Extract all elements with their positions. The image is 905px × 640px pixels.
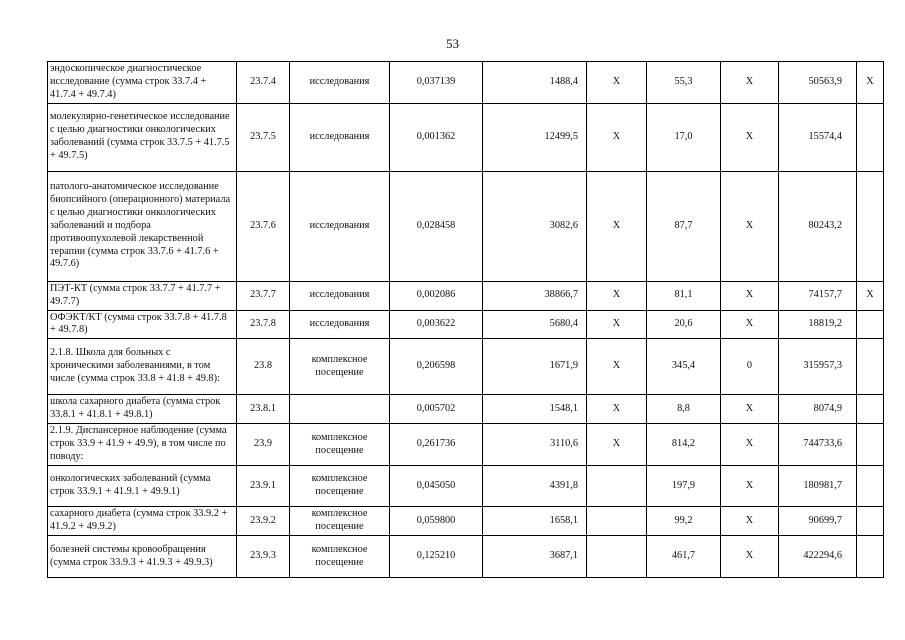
cell-col-8: X [721, 171, 779, 281]
cell-col-8: X [721, 507, 779, 536]
cell-col-6: X [587, 395, 647, 424]
cell-row-number: 23.7.5 [237, 103, 290, 171]
cell-col-8: X [721, 310, 779, 339]
table-row [48, 310, 884, 339]
cell-col-10 [857, 395, 884, 424]
cell-volume-norm: 0,005702 [390, 395, 483, 424]
cell-cost-norm: 1488,4 [483, 62, 587, 104]
cell-col-10 [857, 466, 884, 507]
cell-indicator-name: 2.1.9. Диспансерное наблюдение (сумма строк 33.9 + 41.9 + 49.9), в том числе по поводу: [48, 424, 237, 466]
data-table [47, 61, 884, 578]
cell-row-number: 23.7.7 [237, 281, 290, 310]
cell-col-10 [857, 536, 884, 578]
cell-col-6: X [587, 310, 647, 339]
cell-col-6 [587, 536, 647, 578]
cell-cost-norm: 3110,6 [483, 424, 587, 466]
cell-total-cost: 18819,2 [779, 310, 857, 339]
cell-unit: исследования [290, 103, 390, 171]
cell-indicator-name: патолого-анатомическое исследование биопсийного (операционного) материала с целью диагностики онкологических заболеваний и подбора противоопухолевой лекарственной терапии (сумма строк 33.7.6 + 41.7.6 + 49.7.6) [48, 171, 237, 281]
cell-total-cost: 74157,7 [779, 281, 857, 310]
cell-cost-norm: 1671,9 [483, 339, 587, 395]
cell-col-8: 0 [721, 339, 779, 395]
cell-per-capita: 87,7 [647, 171, 721, 281]
cell-volume-norm: 0,001362 [390, 103, 483, 171]
table-row [48, 507, 884, 536]
table-row [48, 171, 884, 281]
cell-per-capita: 197,9 [647, 466, 721, 507]
cell-indicator-name: ОФЭКТ/КТ (сумма строк 33.7.8 + 41.7.8 + 49.7.8) [48, 310, 237, 339]
table-row [48, 339, 884, 395]
table-row [48, 103, 884, 171]
cell-unit: комплексное посещение [290, 507, 390, 536]
cell-col-6 [587, 507, 647, 536]
cell-cost-norm: 12499,5 [483, 103, 587, 171]
cell-indicator-name: сахарного диабета (сумма строк 33.9.2 + 41.9.2 + 49.9.2) [48, 507, 237, 536]
cell-unit: исследования [290, 310, 390, 339]
cell-col-10 [857, 339, 884, 395]
page-number: 53 [446, 36, 459, 51]
cell-cost-norm: 1658,1 [483, 507, 587, 536]
cell-cost-norm: 4391,8 [483, 466, 587, 507]
cell-total-cost: 15574,4 [779, 103, 857, 171]
cell-row-number: 23.8.1 [237, 395, 290, 424]
cell-row-number: 23.7.8 [237, 310, 290, 339]
cell-indicator-name: болезней системы кровообращения (сумма строк 33.9.3 + 41.9.3 + 49.9.3) [48, 536, 237, 578]
cell-cost-norm: 1548,1 [483, 395, 587, 424]
cell-unit [290, 395, 390, 424]
cell-col-10: X [857, 281, 884, 310]
cell-unit: комплексное посещение [290, 466, 390, 507]
cell-cost-norm: 38866,7 [483, 281, 587, 310]
cell-total-cost: 80243,2 [779, 171, 857, 281]
cell-total-cost: 90699,7 [779, 507, 857, 536]
cell-volume-norm: 0,125210 [390, 536, 483, 578]
cell-per-capita: 81,1 [647, 281, 721, 310]
cell-row-number: 23.7.6 [237, 171, 290, 281]
cell-indicator-name: молекулярно-генетическое исследование с целью диагностики онкологических заболеваний (сумма строк 33.7.5 + 41.7.5 + 49.7.5) [48, 103, 237, 171]
table-row [48, 536, 884, 578]
cell-col-6: X [587, 103, 647, 171]
cell-col-6: X [587, 281, 647, 310]
cell-col-6: X [587, 339, 647, 395]
table-row [48, 466, 884, 507]
cell-total-cost: 315957,3 [779, 339, 857, 395]
cell-total-cost: 744733,6 [779, 424, 857, 466]
cell-indicator-name: эндоскопическое диагностическое исследование (сумма строк 33.7.4 + 41.7.4 + 49.7.4) [48, 62, 237, 104]
cell-per-capita: 20,6 [647, 310, 721, 339]
cell-col-8: X [721, 281, 779, 310]
cell-volume-norm: 0,261736 [390, 424, 483, 466]
cell-total-cost: 50563,9 [779, 62, 857, 104]
cell-col-10 [857, 507, 884, 536]
cell-volume-norm: 0,028458 [390, 171, 483, 281]
cell-col-8: X [721, 424, 779, 466]
cell-cost-norm: 5680,4 [483, 310, 587, 339]
table-row [48, 281, 884, 310]
cell-volume-norm: 0,003622 [390, 310, 483, 339]
cell-total-cost: 8074,9 [779, 395, 857, 424]
cell-unit: комплексное посещение [290, 536, 390, 578]
cell-per-capita: 8,8 [647, 395, 721, 424]
cell-col-6: X [587, 62, 647, 104]
cell-unit: исследования [290, 62, 390, 104]
cell-unit: исследования [290, 281, 390, 310]
cell-volume-norm: 0,206598 [390, 339, 483, 395]
cell-indicator-name: ПЭТ-КТ (сумма строк 33.7.7 + 41.7.7 + 49.7.7) [48, 281, 237, 310]
cell-row-number: 23.9.3 [237, 536, 290, 578]
cell-col-6: X [587, 424, 647, 466]
cell-per-capita: 17,0 [647, 103, 721, 171]
cell-col-10 [857, 310, 884, 339]
cell-per-capita: 461,7 [647, 536, 721, 578]
cell-indicator-name: школа сахарного диабета (сумма строк 33.8.1 + 41.8.1 + 49.8.1) [48, 395, 237, 424]
cell-row-number: 23.9.1 [237, 466, 290, 507]
cell-volume-norm: 0,059800 [390, 507, 483, 536]
cell-col-10 [857, 424, 884, 466]
cell-unit: комплексное посещение [290, 339, 390, 395]
cell-col-8: X [721, 536, 779, 578]
cell-row-number: 23.8 [237, 339, 290, 395]
table-row [48, 395, 884, 424]
cell-per-capita: 55,3 [647, 62, 721, 104]
cell-col-10 [857, 171, 884, 281]
cell-indicator-name: онкологических заболеваний (сумма строк 33.9.1 + 41.9.1 + 49.9.1) [48, 466, 237, 507]
table-row [48, 62, 884, 104]
cell-unit: комплексное посещение [290, 424, 390, 466]
cell-total-cost: 180981,7 [779, 466, 857, 507]
cell-cost-norm: 3687,1 [483, 536, 587, 578]
cell-col-8: X [721, 395, 779, 424]
cell-col-8: X [721, 62, 779, 104]
cell-volume-norm: 0,002086 [390, 281, 483, 310]
cell-row-number: 23.9 [237, 424, 290, 466]
cell-col-8: X [721, 103, 779, 171]
cell-cost-norm: 3082,6 [483, 171, 587, 281]
cell-col-6: X [587, 171, 647, 281]
cell-col-8: X [721, 466, 779, 507]
cell-unit: исследования [290, 171, 390, 281]
cell-col-10: X [857, 62, 884, 104]
cell-total-cost: 422294,6 [779, 536, 857, 578]
cell-per-capita: 814,2 [647, 424, 721, 466]
cell-col-6 [587, 466, 647, 507]
cell-volume-norm: 0,045050 [390, 466, 483, 507]
cell-per-capita: 345,4 [647, 339, 721, 395]
cell-col-10 [857, 103, 884, 171]
cell-per-capita: 99,2 [647, 507, 721, 536]
table-row [48, 424, 884, 466]
cell-volume-norm: 0,037139 [390, 62, 483, 104]
cell-row-number: 23.9.2 [237, 507, 290, 536]
cell-row-number: 23.7.4 [237, 62, 290, 104]
cell-indicator-name: 2.1.8. Школа для больных с хроническими заболеваниями, в том числе (сумма строк 33.8 + 41.8 + 49.8): [48, 339, 237, 395]
